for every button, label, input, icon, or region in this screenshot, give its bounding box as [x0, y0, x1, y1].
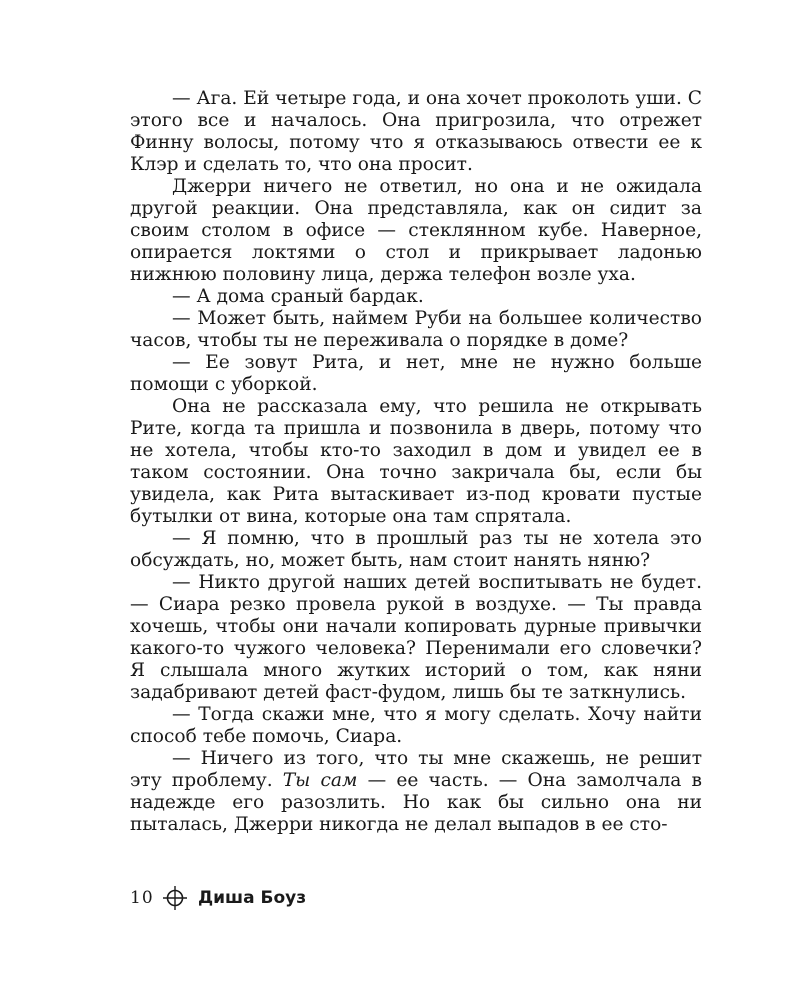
paragraph-9: — Тогда скажи мне, что я могу сделать. Хочу найти способ тебе помочь, Сиара. [130, 704, 702, 747]
paragraph-10-part-2: — ее часть. — Она замолчала в надежде его разозлить. Но как бы сильно она ни пыталась, Джерри никогда не делал выпадов в ее сто- [130, 770, 702, 835]
paragraph-1: — Ага. Ей четыре года, и она хочет проколоть уши. С этого все и началось. Она пригрозила, что отрежет Финну волосы, потому что я отказываюсь отвести ее к Клэр и сделать то, что она просит. [130, 88, 702, 175]
paragraph-4: — Может быть, наймем Руби на большее количество часов, чтобы ты не переживала о порядке в доме? [130, 308, 702, 351]
paragraph-3: — А дома сраный бардак. [172, 286, 424, 307]
paragraph-7: — Я помню, что в прошлый раз ты не хотела это обсуждать, но, может быть, нам стоит нанять няню? [130, 528, 702, 571]
page-number: 10 [130, 888, 154, 908]
paragraph-10-part-1: — Ничего из того, что ты мне скажешь, не решит эту проблему. [130, 748, 702, 791]
paragraph-6: Она не рассказала ему, что решила не открывать Рите, когда та пришла и позвонила в дверь, потому что не хотела, чтобы кто-то заходил в дом и увидел ее в таком состоянии. Она точно закричала бы, если бы увидела, как Рита вытаскивает из-под кровати пустые бутылки от вина, которые она там спрятала. [130, 396, 702, 527]
body-text [130, 88, 702, 836]
author-name: Диша Боуз [198, 888, 307, 908]
page-footer [130, 884, 306, 912]
paragraph-5: — Ее зовут Рита, и нет, мне не нужно больше помощи с уборкой. [130, 352, 702, 395]
paragraph-10 [130, 748, 702, 836]
emphasis-text: Ты сам [282, 770, 358, 791]
paragraph-8: — Никто другой наших детей воспитывать не будет. — Сиара резко провела рукой в воздухе. — Ты правда хочешь, чтобы они начали копировать дурные привычки какого-то чужого человека? Перенимали его словечки? Я слышала много жутких историй о том, как няни задабривают детей фаст-фудом, лишь бы те заткнулись. [130, 572, 702, 703]
paragraph-2: Джерри ничего не ответил, но она и не ожидала другой реакции. Она представляла, как он сидит за своим столом в офисе — стеклянном кубе. Наверное, опирается локтями о стол и прикрывает ладонью нижнюю половину лица, держа телефон возле уха. [130, 176, 702, 285]
crosshair-ornament-icon [162, 885, 188, 911]
